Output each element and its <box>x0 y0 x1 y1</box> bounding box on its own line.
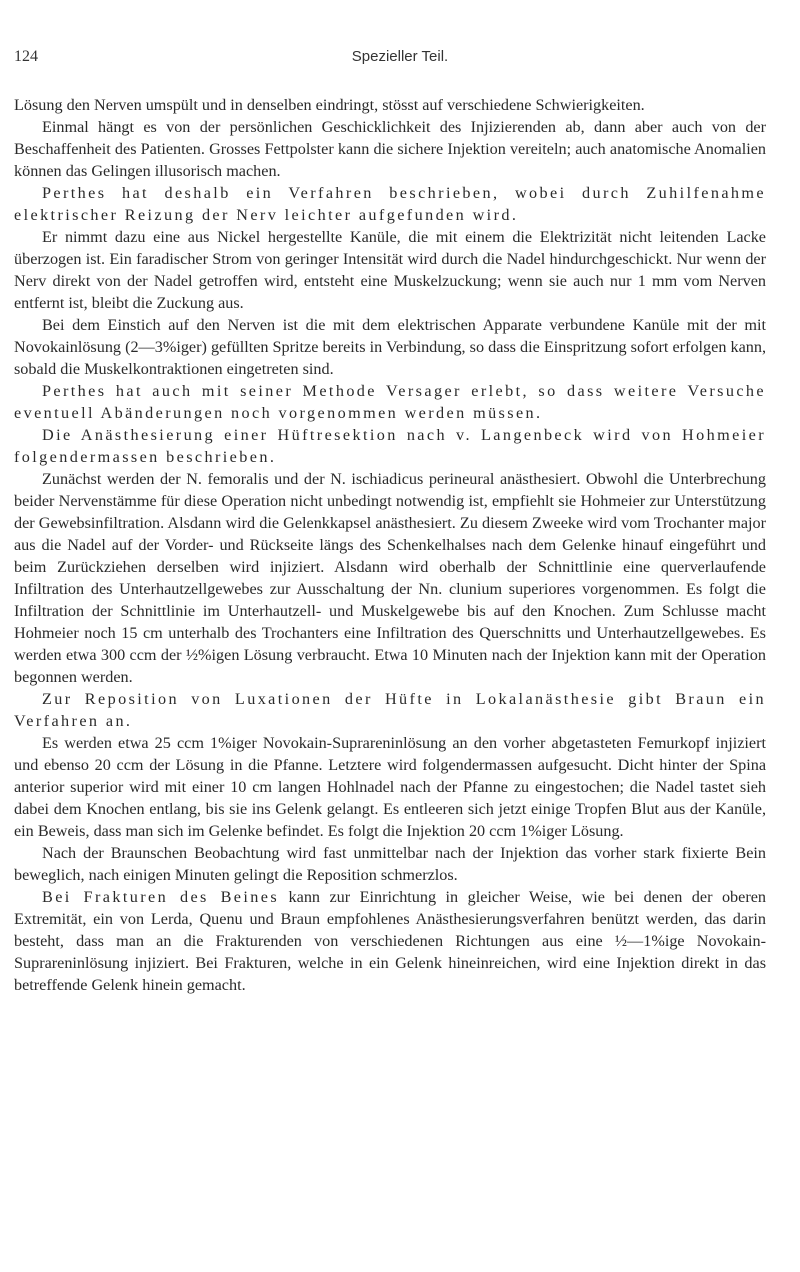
paragraph: Perthes hat auch mit seiner Methode Versager erlebt, so dass weitere Versuche eventuell Abänderungen noch vorgenommen werden müssen. <box>14 382 766 422</box>
running-title: Spezieller Teil. <box>351 48 449 65</box>
paragraph: Bei dem Einstich auf den Nerven ist die mit dem elektrischen Apparate verbundene Kanüle mit der mit Novokainlösung (2—3%iger) gefüllten Spritze bereits in Verbindung, so dass die Einspritzung sofort erfolgen kann, sobald die Muskelkontraktionen eingetreten sind. <box>14 316 766 378</box>
body-text <box>14 94 766 996</box>
paragraph: Perthes hat deshalb ein Verfahren beschrieben, wobei durch Zuhilfenahme elektrischer Reizung der Nerv leichter aufgefunden wird. <box>14 184 766 224</box>
paragraph: Bei Frakturen des Beines kann zur Einrichtung in gleicher Weise, wie bei denen der oberen Extremität, ein von Lerda, Quenu und Braun empfohlenes Anästhesierungsverfahren benützt werden, das darin besteht, dass man an die Frakturenden von verschiedenen Richtungen aus eine ½—1%ige Novokain-Suprareninlösung injiziert. Bei Frakturen, welche in ein Gelenk hineinreichen, wird eine Injektion direkt in das betreffende Gelenk hinein gemacht. <box>14 888 766 994</box>
paragraph: Es werden etwa 25 ccm 1%iger Novokain-Suprareninlösung an den vorher abgetasteten Femurkopf injiziert und ebenso 20 ccm der Lösung in die Pfanne. Letztere wird folgendermassen aufgesucht. Dicht hinter der Spina anterior superior wird mit einer 10 cm langen Hohlnadel nach der Pfanne zu eingestochen; die Nadel tastet sieh dabei dem Knochen entlang, bis sie ins Gelenk gelangt. Es entleeren sich jetzt einige Tropfen Blut aus der Kanüle, ein Beweis, dass man sich im Gelenke befindet. Es folgt die Injektion 20 ccm 1%iger Lösung. <box>14 734 766 840</box>
paragraph: Einmal hängt es von der persönlichen Geschicklichkeit des Injizierenden ab, dann aber auch von der Beschaffenheit des Patienten. Grosses Fettpolster kann die sichere Injektion vereiteln; auch anatomische Anomalien können das Gelingen illusorisch machen. <box>14 118 766 180</box>
page-number: 124 <box>14 48 38 65</box>
paragraph: Lösung den Nerven umspült und in denselben eindringt, stösst auf verschiedene Schwierigkeiten. <box>14 96 645 114</box>
paragraph: Zur Reposition von Luxationen der Hüfte in Lokalanästhesie gibt Braun ein Verfahren an. <box>14 690 766 730</box>
paragraph: Zunächst werden der N. femoralis und der N. ischiadicus perineural anästhesiert. Obwohl die Unterbrechung beider Nervenstämme für diese Operation nicht unbedingt notwendig ist, empfiehlt sie Hohmeier zur Unterstützung der Gewebsinfiltration. Alsdann wird die Gelenkkapsel anästhesiert. Zu diesem Zweeke wird vom Trochanter major aus die Nadel auf der Vorder- und Rückseite längs des Schenkelhalses nach dem Gelenke hinauf eingeführt und beim Zurückziehen derselben wird injiziert. Alsdann wird oberhalb der Schnittlinie eine querverlaufende Infiltration des Unterhautzellgewebes zur Ausschaltung der Nn. clunium superiores vorgenommen. Es folgt die Infiltration der Schnittlinie im Unterhautzell- und Muskelgewebe bis auf den Knochen. Zum Schlusse macht Hohmeier noch 15 cm unterhalb des Trochanters eine Infiltration des Querschnitts und Unterhautzellgewebes. Es werden etwa 300 ccm der ½%igen Lösung verbraucht. Etwa 10 Minuten nach der Injektion kann mit der Operation begonnen werden. <box>14 470 766 686</box>
paragraph: Nach der Braunschen Beobachtung wird fast unmittelbar nach der Injektion das vorher stark fixierte Bein beweglich, nach einigen Minuten gelingt die Reposition schmerzlos. <box>14 844 766 884</box>
paragraph: Die Anästhesierung einer Hüftresektion nach v. Langenbeck wird von Hohmeier folgendermassen beschrieben. <box>14 426 766 466</box>
paragraph: Er nimmt dazu eine aus Nickel hergestellte Kanüle, die mit einem die Elektrizität nicht leitenden Lacke überzogen ist. Ein faradischer Strom von geringer Intensität wird durch die Nadel hindurchgeschickt. Nur wenn der Nerv direkt von der Nadel getroffen wird, entsteht eine Muskelzuckung; wenn sie auch nur 1 mm vom Nerven entfernt ist, bleibt die Zuckung aus. <box>14 228 766 312</box>
page-header <box>0 48 800 72</box>
